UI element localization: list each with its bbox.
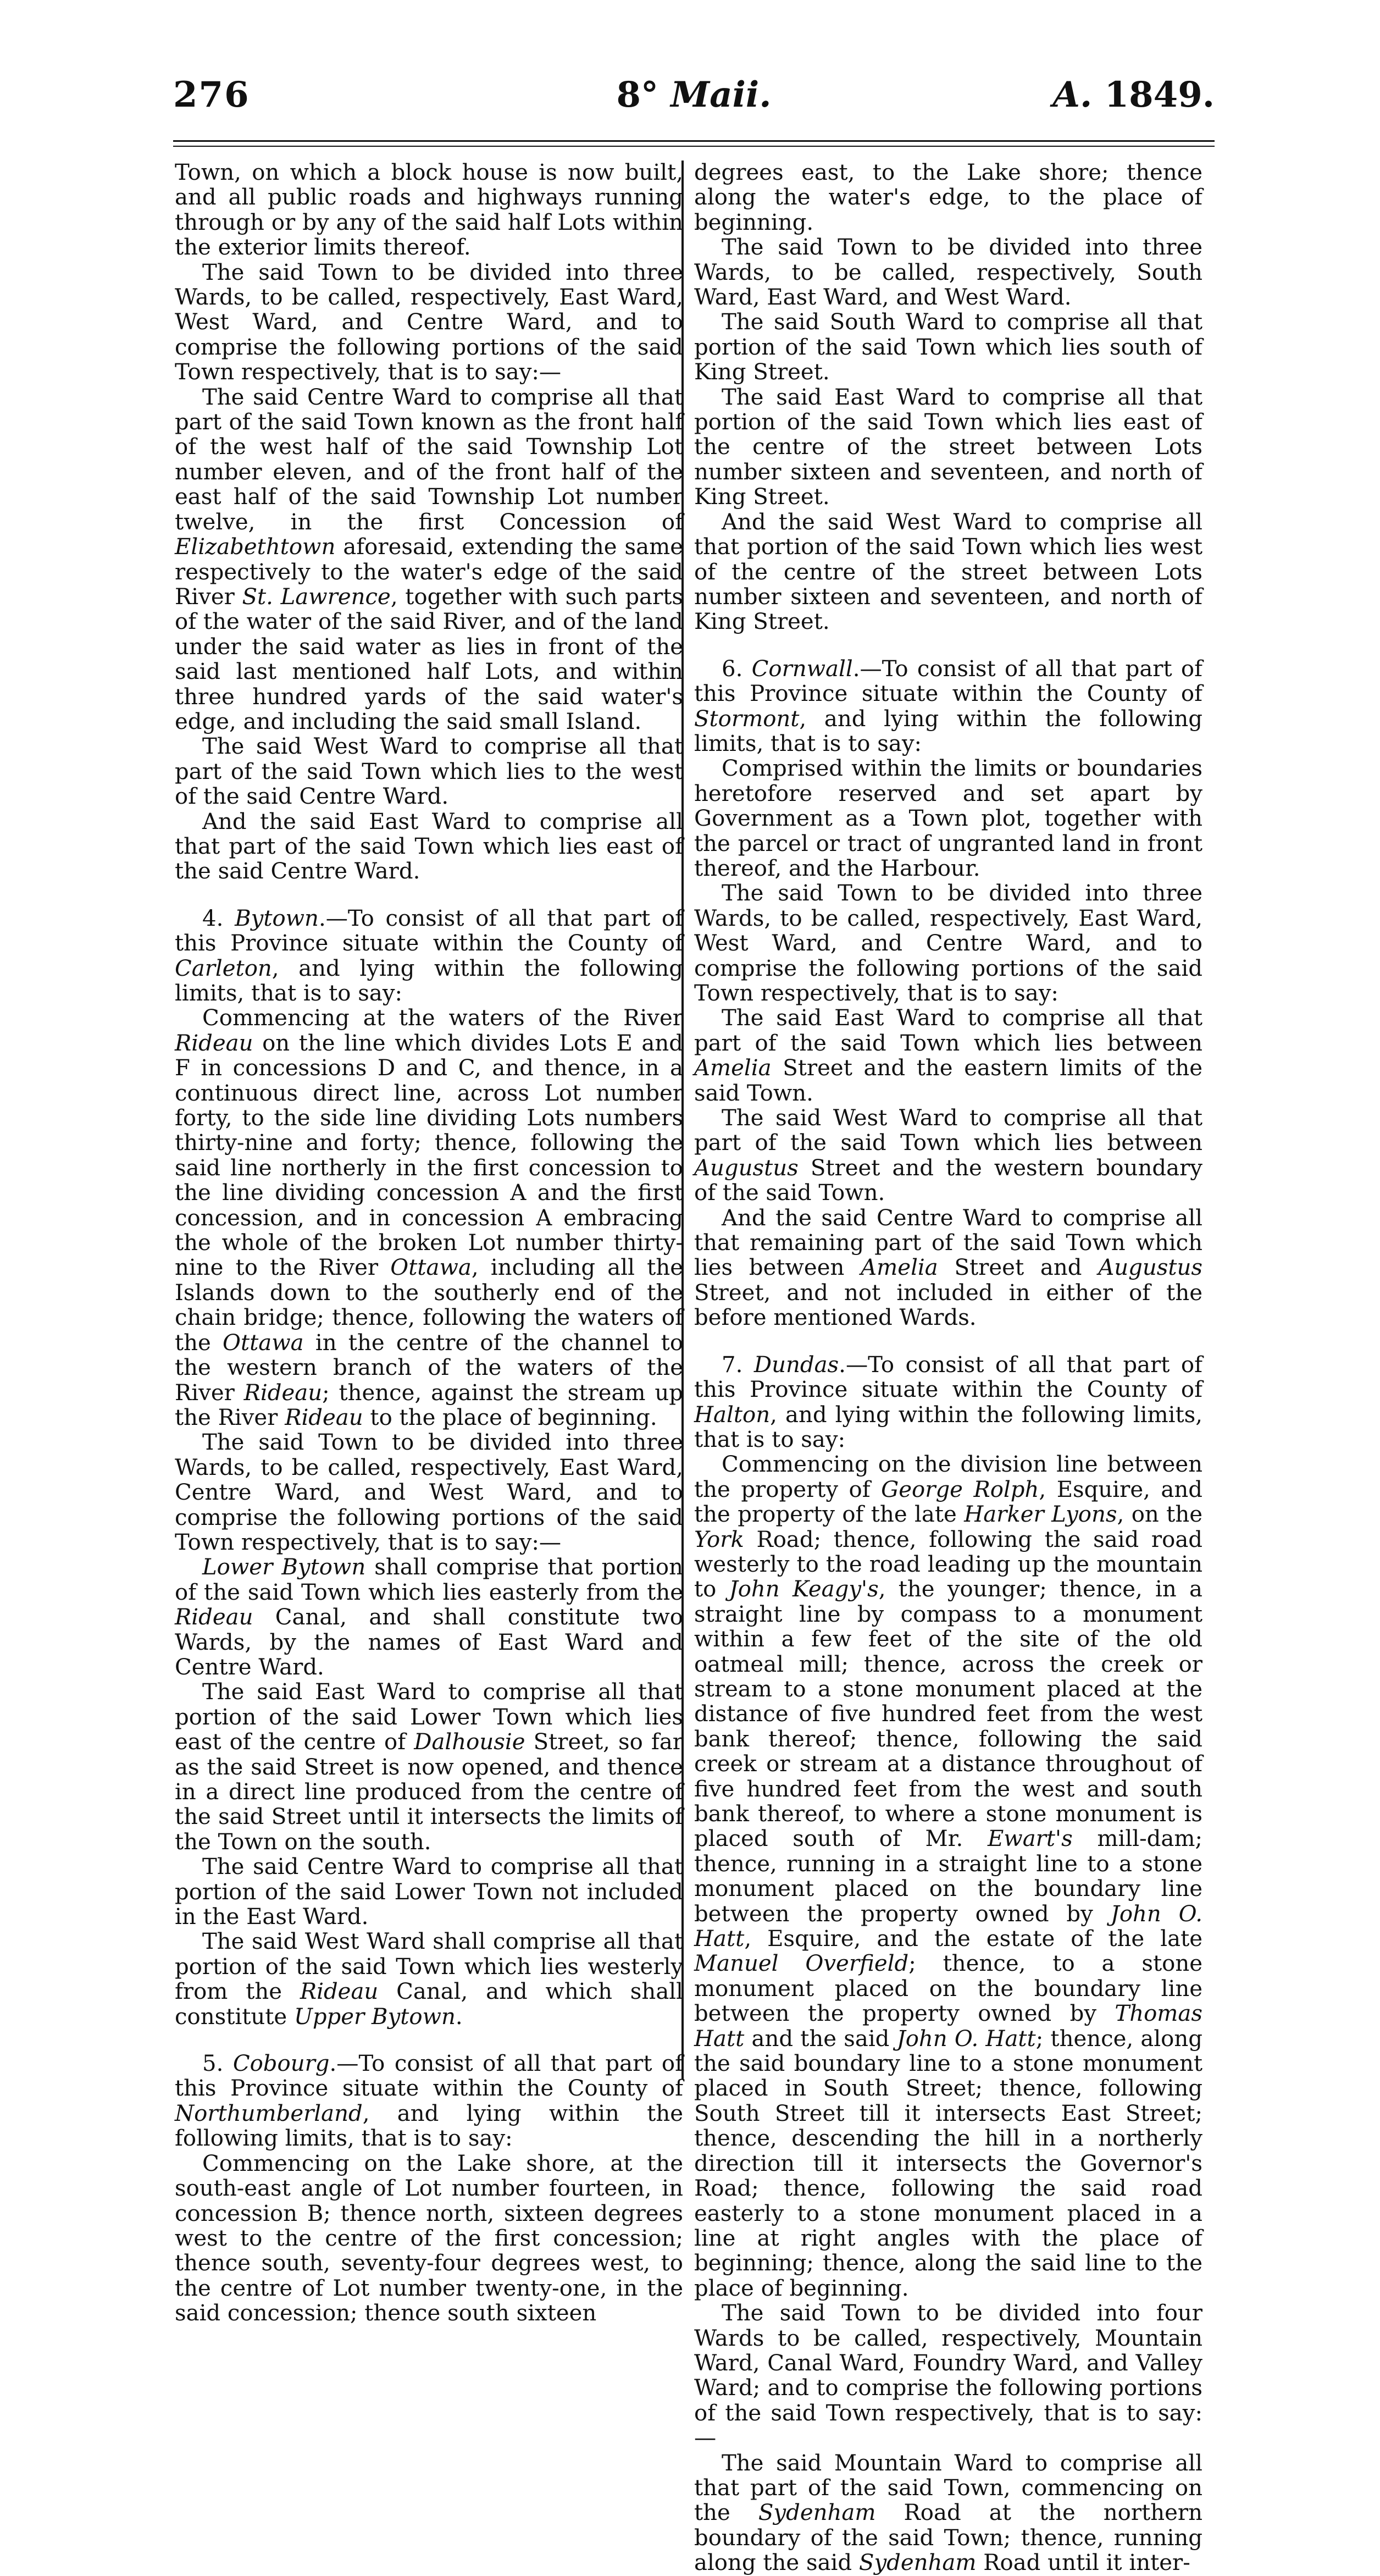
paragraph: 7. Dundas.—To consist of all that part of this Province situate within the County of Halton, and lying within the following limits, that is to say: bbox=[694, 1352, 1202, 1452]
header-rule-thick bbox=[173, 140, 1215, 142]
right-column bbox=[694, 160, 1203, 2576]
page-year bbox=[1052, 74, 1215, 115]
paragraph: degrees east, to the Lake shore; thence along the water's edge, to the place of beginning. bbox=[694, 160, 1202, 235]
paragraph: And the said Centre Ward to comprise all that remaining part of the said Town which lies between Amelia Street and Augustus Street, and not included in either of the before mentioned Wards. bbox=[694, 1205, 1203, 1331]
paragraph: The said Town to be divided into three Wards, to be called, respectively, East Ward, West Ward, and Centre Ward, and to comprise the following portions of the said Town respectively, that is to say: bbox=[694, 881, 1202, 1006]
paragraph: The said West Ward to comprise all that part of the said Town which lies to the west of the said Centre Ward. bbox=[175, 734, 683, 810]
paragraph: The said Town to be divided into three Wards, to be called, respectively, East Ward, West Ward, and Centre Ward, and to comprise the following portions of the said Town respectively, that is to say:— bbox=[175, 259, 683, 385]
paragraph: Lower Bytown shall comprise that portion of the said Town which lies easterly from the Rideau Canal, and shall constitute two Wards, by the names of East Ward and Centre Ward. bbox=[175, 1555, 683, 1680]
date-month: Maii. bbox=[670, 74, 772, 115]
paragraph: The said Mountain Ward to comprise all that part of the said Town, commencing on the Sydenham Road at the northern boundary of the said Town; thence, running along the said Sydenham Road until it inter- bbox=[694, 2450, 1202, 2576]
paragraph: The said East Ward to comprise all that part of the said Town which lies between Amelia Street and the eastern limits of the said Town. bbox=[694, 1005, 1202, 1106]
page-header bbox=[173, 69, 1215, 129]
paragraph: 4. Bytown.—To consist of all that part of this Province situate within the County of Carleton, and lying within the following limits, that is to say: bbox=[175, 905, 683, 1006]
paragraph: Town, on which a block house is now built, and all public roads and highways running through or by any of the said half Lots within the exterior limits thereof. bbox=[175, 160, 683, 261]
header-rule-thin bbox=[173, 146, 1215, 147]
page-number: 276 bbox=[173, 74, 250, 115]
paragraph: Commencing on the Lake shore, at the south-east angle of Lot number fourteen, in concession B; thence north, sixteen degrees west to the centre of the first concession; thence south, seventy-four degrees west, to the centre of Lot number twenty-one, in the said concession; thence south sixteen bbox=[175, 2151, 683, 2326]
paragraph: Commencing at the waters of the River Rideau on the line which divides Lots E and F in concessions D and C, and thence, in a continuous direct line, across Lot number forty, to the side line dividing Lots numbers thirty-nine and forty; thence, following the said line northerly in the first concession to the line dividing concession A and the first concession, and in concession A embracing the whole of the broken Lot number thirty-nine to the River Ottawa, including all the Islands down to the southerly end of the chain bridge; thence, following the waters of the Ottawa in the centre of the channel to the western branch of the waters of the River Rideau; thence, against the stream up the River Rideau to the place of beginning. bbox=[175, 1005, 684, 1430]
paragraph: The said Centre Ward to comprise all that part of the said Town known as the front half of the west half of the said Township Lot number eleven, and of the front half of the east half of the said Township Lot number twelve, in the first Concession of Elizabethtown aforesaid, extending the same respectively to the water's edge of the said River St. Lawrence, together with such parts of the water of the said River, and of the land under the said water as lies in front of the said last mentioned half Lots, and within three hundred yards of the said water's edge, and including the said small Island. bbox=[175, 384, 683, 734]
paragraph: 5. Cobourg.—To consist of all that part of this Province situate within the County of Northumberland, and lying within the following limits, that is to say: bbox=[175, 2051, 684, 2152]
paragraph: The said Town to be divided into three Wards, to be called, respectively, East Ward, Centre Ward, and West Ward, and to comprise the following portions of the said Town respectively, that is to say:— bbox=[175, 1430, 683, 1555]
paragraph: Commencing on the division line between the property of George Rolph, Esquire, and the property of the late Harker Lyons, on the York Road; thence, following the said road westerly to the road leading up the mountain to John Keagy's, the younger; thence, in a straight line by compass to a monument within a few feet of the site of the old oatmeal mill; thence, across the creek or stream to a stone monument placed at the distance of five hundred feet from the west bank thereof; thence, following the said creek or stream at a distance throughout of five hundred feet from the west and south bank thereof, to where a stone monument is placed south of Mr. Ewart's mill-dam; thence, running in a straight line to a stone monument placed on the boundary line between the property owned by John O. Hatt, Esquire, and the estate of the late Manuel Overfield; thence, to a stone monument placed on the boundary line between the property owned by Thomas Hatt and the said John O. Hatt; thence, along the said boundary line to a stone monument placed in South Street; thence, following South Street till it intersects East Street; thence, descending the hill in a northerly direction till it intersects the Governor's Road; thence, following the said road easterly to a stone monument placed in a line at right angles with the place of beginning; thence, along the said line to the place of beginning. bbox=[694, 1452, 1203, 2301]
date-day: 8° bbox=[616, 74, 659, 115]
paragraph: The said Centre Ward to comprise all that portion of the said Lower Town not included in the East Ward. bbox=[175, 1854, 683, 1930]
paragraph: 6. Cornwall.—To consist of all that part of this Province situate within the County of Stormont, and lying within the following limits, that is to say: bbox=[694, 656, 1203, 756]
year-number: 1849. bbox=[1104, 74, 1215, 115]
paragraph: The said East Ward to comprise all that portion of the said Lower Town which lies east of the centre of Dalhousie Street, so far as the said Street is now opened, and thence in a direct line produced from the centre of the said Street until it intersects the limits of the Town on the south. bbox=[175, 1679, 683, 1855]
paragraph: And the said West Ward to comprise all that portion of the said Town which lies west of the centre of the street between Lots number sixteen and seventeen, and north of King Street. bbox=[694, 509, 1202, 635]
year-prefix: A. bbox=[1052, 74, 1093, 115]
paragraph: The said West Ward shall comprise all that portion of the said Town which lies westerly from the Rideau Canal, and which shall constitute Upper Bytown. bbox=[175, 1929, 683, 2030]
paragraph: The said Town to be divided into three Wards, to be called, respectively, South Ward, East Ward, and West Ward. bbox=[694, 235, 1202, 311]
paragraph: And the said East Ward to comprise all that part of the said Town which lies east of the said Centre Ward. bbox=[175, 809, 683, 885]
paragraph: Comprised within the limits or boundaries heretofore reserved and set apart by Government as a Town plot, together with the parcel or tract of ungranted land in front thereof, and the Harbour. bbox=[694, 756, 1202, 881]
paragraph: The said West Ward to comprise all that part of the said Town which lies between Augustus Street and the western boundary of the said Town. bbox=[694, 1105, 1202, 1206]
paragraph: The said Town to be divided into four Wards to be called, respectively, Mountain Ward, Canal Ward, Foundry Ward, and Valley Ward; and to comprise the following portions of the said Town respectively, that is to say:— bbox=[694, 2301, 1202, 2451]
paragraph: The said East Ward to comprise all that portion of the said Town which lies east of the centre of the street between Lots number sixteen and seventeen, and north of King Street. bbox=[694, 384, 1202, 510]
left-column bbox=[175, 160, 684, 2326]
column-divider bbox=[681, 161, 684, 2079]
paragraph: The said South Ward to comprise all that portion of the said Town which lies south of King Street. bbox=[694, 309, 1202, 385]
